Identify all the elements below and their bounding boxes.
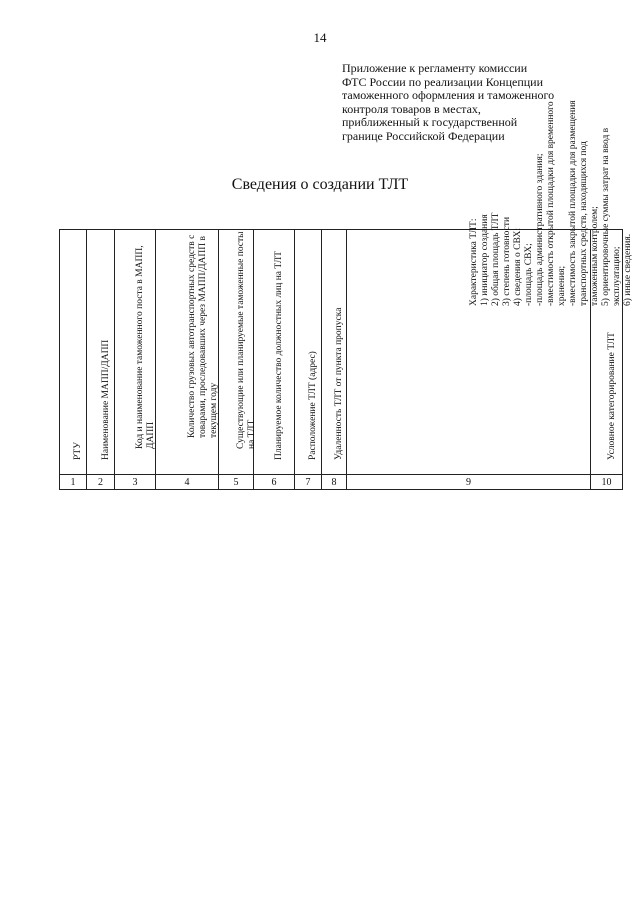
header-text xyxy=(135,211,157,449)
header-line: Удаленность ТЛТ от пункта пропуска xyxy=(334,307,344,460)
header-cell-4 xyxy=(156,230,219,475)
header-line: Код и наименование таможенного поста в МАПП, xyxy=(135,245,145,449)
header-row xyxy=(60,230,623,475)
header-line: -площадь СВХ; xyxy=(523,243,534,306)
header-cell-10 xyxy=(591,230,623,475)
column-number: 6 xyxy=(254,475,295,490)
column-number: 3 xyxy=(115,475,156,490)
appendix-line: Приложение к регламенту комиссии xyxy=(342,61,528,75)
page-number: 14 xyxy=(313,30,327,45)
header-line: эксплуатацию; xyxy=(611,246,622,306)
header-line: РТУ xyxy=(73,442,83,460)
appendix-line: контроля товаров в местах, xyxy=(342,101,481,116)
header-text xyxy=(308,222,319,460)
header-line: 2) общая площадь ТЛТ xyxy=(490,212,501,306)
header-line: 3) степень готовности xyxy=(501,216,512,306)
column-number: 8 xyxy=(322,475,347,490)
header-cell-8 xyxy=(322,230,347,475)
header-cell-1 xyxy=(60,230,87,475)
header-line: транспортных средств, находящихся под xyxy=(578,141,589,306)
header-text xyxy=(274,222,285,460)
header-text xyxy=(187,200,220,438)
header-line: Расположение ТЛТ (адрес) xyxy=(308,351,318,460)
header-cell-3 xyxy=(115,230,156,475)
header-cell-2 xyxy=(87,230,115,475)
header-line: 5) ориентировочные суммы затрат на ввод в xyxy=(600,127,611,306)
column-number: 2 xyxy=(87,475,115,490)
header-line: хранения; xyxy=(556,265,567,306)
header-line: -площадь административного здания; xyxy=(534,153,545,306)
header-cell-7 xyxy=(295,230,322,475)
header-line: Условное категорирование ТЛТ xyxy=(606,332,617,460)
column-number: 5 xyxy=(219,475,254,490)
header-line: Планируемое количество должностных лиц на ТЛТ xyxy=(274,251,284,460)
column-number: 7 xyxy=(295,475,322,490)
column-number: 4 xyxy=(156,475,219,490)
header-line: -вместимость закрытой площадки для размещения xyxy=(567,100,578,306)
header-line: -вместимость открытой площадки для временного xyxy=(545,101,556,306)
document-title: Сведения о создании ТЛТ xyxy=(231,176,409,193)
header-line: Количество грузовых автотранспортных средств с xyxy=(187,234,197,438)
header-cell-5 xyxy=(219,230,257,475)
column-number-row xyxy=(60,475,623,490)
header-line: 4) сведения о СВХ: xyxy=(512,227,523,306)
appendix-line: границе Российской Федерации xyxy=(342,128,505,143)
column-number: 10 xyxy=(591,475,623,490)
header-line: текущем году xyxy=(209,382,219,438)
header-line: Наименование МАПП/ДАПП xyxy=(100,339,111,460)
appendix-line: таможенного оформления и таможенного xyxy=(342,88,555,102)
header-line: товарами, проследовавших через МАПП/ДАПП в xyxy=(198,235,208,438)
header-text xyxy=(334,222,345,460)
header-text xyxy=(73,222,84,460)
header-line: ДАПП xyxy=(146,421,156,449)
header-line: Существующие или планируемые таможенные посты xyxy=(236,231,246,449)
column-number: 9 xyxy=(347,475,591,490)
header-cell-6 xyxy=(254,230,295,475)
header-line: таможенным контролем; xyxy=(589,206,600,306)
header-line: 1) инициатор создания xyxy=(479,214,490,306)
header-line: 6) иные сведения. xyxy=(622,233,633,306)
header-text xyxy=(101,222,112,460)
header-line: на ТЛТ xyxy=(247,419,257,449)
appendix-line: ФТС России по реализации Концепции xyxy=(342,74,544,89)
header-text xyxy=(607,222,618,460)
column-number: 1 xyxy=(60,475,87,490)
appendix-line: приближенный к государственной xyxy=(342,115,518,129)
header-line: Характеристика ТЛТ: xyxy=(468,218,479,306)
